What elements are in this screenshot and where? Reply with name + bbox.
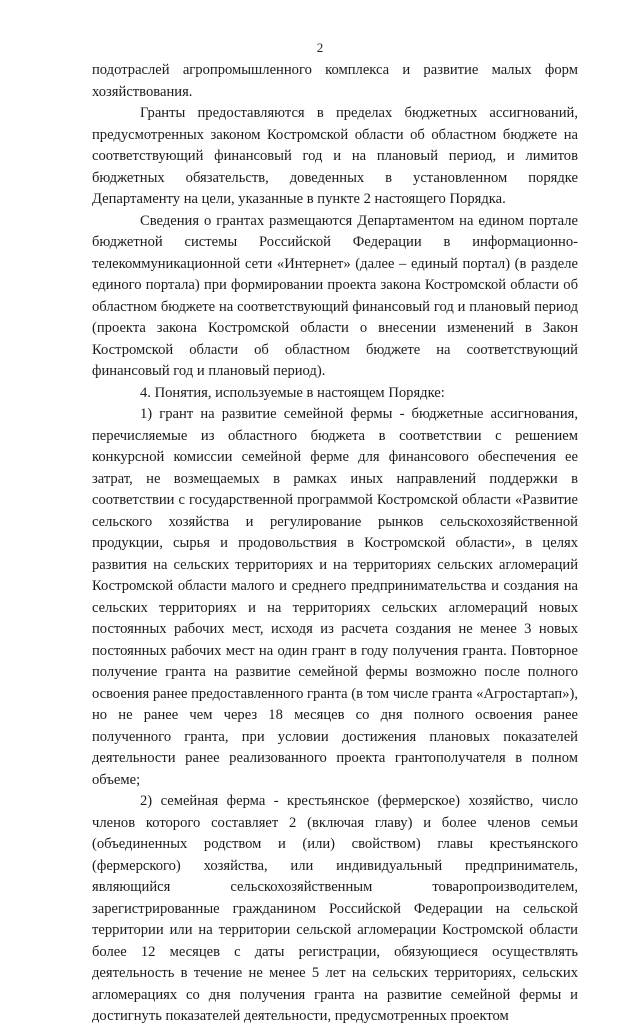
paragraph-grants-budget: Гранты предоставляются в пределах бюджетных ассигнований, предусмотренных законом Костромской области об областном бюджете на соответствующий финансовый год и на плановый период, и лимитов бюджетных обязательств, доведенных в установленном порядке Департаменту на цели, указанные в пункте 2 настоящего Порядка. — [92, 105, 578, 207]
paragraph-definition-grant: 1) грант на развитие семейной фермы - бюджетные ассигнования, перечисляемые из областного бюджета в соответствии с решением конкурсной комиссии семейной ферме для финансового обеспечения ее затрат, не возмещаемых в рамках иных направлений поддержки в соответствии с государственной программой Костромской области «Развитие сельского хозяйства и регулирование рынков сельскохозяйственной продукции, сырья и продовольствия в Костромской области», в целях развития на сельских территориях и на территориях сельских агломераций Костромской области малого и среднего предпринимательства и создания на сельских территориях и на территориях сельских агломераций новых постоянных рабочих мест, исходя из расчета создания не менее 3 новых постоянных рабочих мест на один грант в году получения гранта. Повторное получение гранта на развитие семейной фермы возможно после полного освоения ранее предоставленного гранта (в том числе гранта «Агростартап»), но не ранее чем через 18 месяцев со дня полного освоения ранее полученного гранта, при условии достижения плановых показателей деятельности ранее реализованного проекта грантополучателя в полном объеме; — [92, 406, 578, 788]
paragraph-definition-family-farm: 2) семейная ферма - крестьянское (фермерское) хозяйство, число членов которого составляет 2 (включая главу) и более членов семьи (объединенных родством и (или) свойством) главы крестьянского (фермерского) хозяйства, или индивидуальный предприниматель, являющийся сельскохозяйственным товаропроизводителем, зарегистрированные гражданином Российской Федерации на сельской территории или на территории сельской агломерации Костромской области более 12 месяцев с даты регистрации, обязующиеся осуществлять деятельность в течение не менее 5 лет на сельских территориях, сельских агломерациях со дня получения гранта на развитие семейной фермы и достигнуть показателей деятельности, предусмотренных проектом — [92, 793, 578, 1024]
page-number: 2 — [316, 40, 324, 55]
paragraph-continuation: подотраслей агропромышленного комплекса и развитие малых форм хозяйствования. — [92, 62, 578, 100]
paragraph-grants-portal: Сведения о грантах размещаются Департаментом на едином портале бюджетной системы Российской Федерации в информационно-телекоммуникационной сети «Интернет» (далее – единый портал) (в разделе единого портала) при формировании проекта закона Костромской области об областном бюджете на соответствующий финансовый год и плановый период (проекта закона Костромской области о внесении изменений в Закон Костромской области об областном бюджете на соответствующий финансовый год и плановый период). — [92, 212, 578, 379]
document-body — [92, 60, 578, 1028]
paragraph-concepts-heading: 4. Понятия, используемые в настоящем Порядке: — [140, 384, 445, 401]
